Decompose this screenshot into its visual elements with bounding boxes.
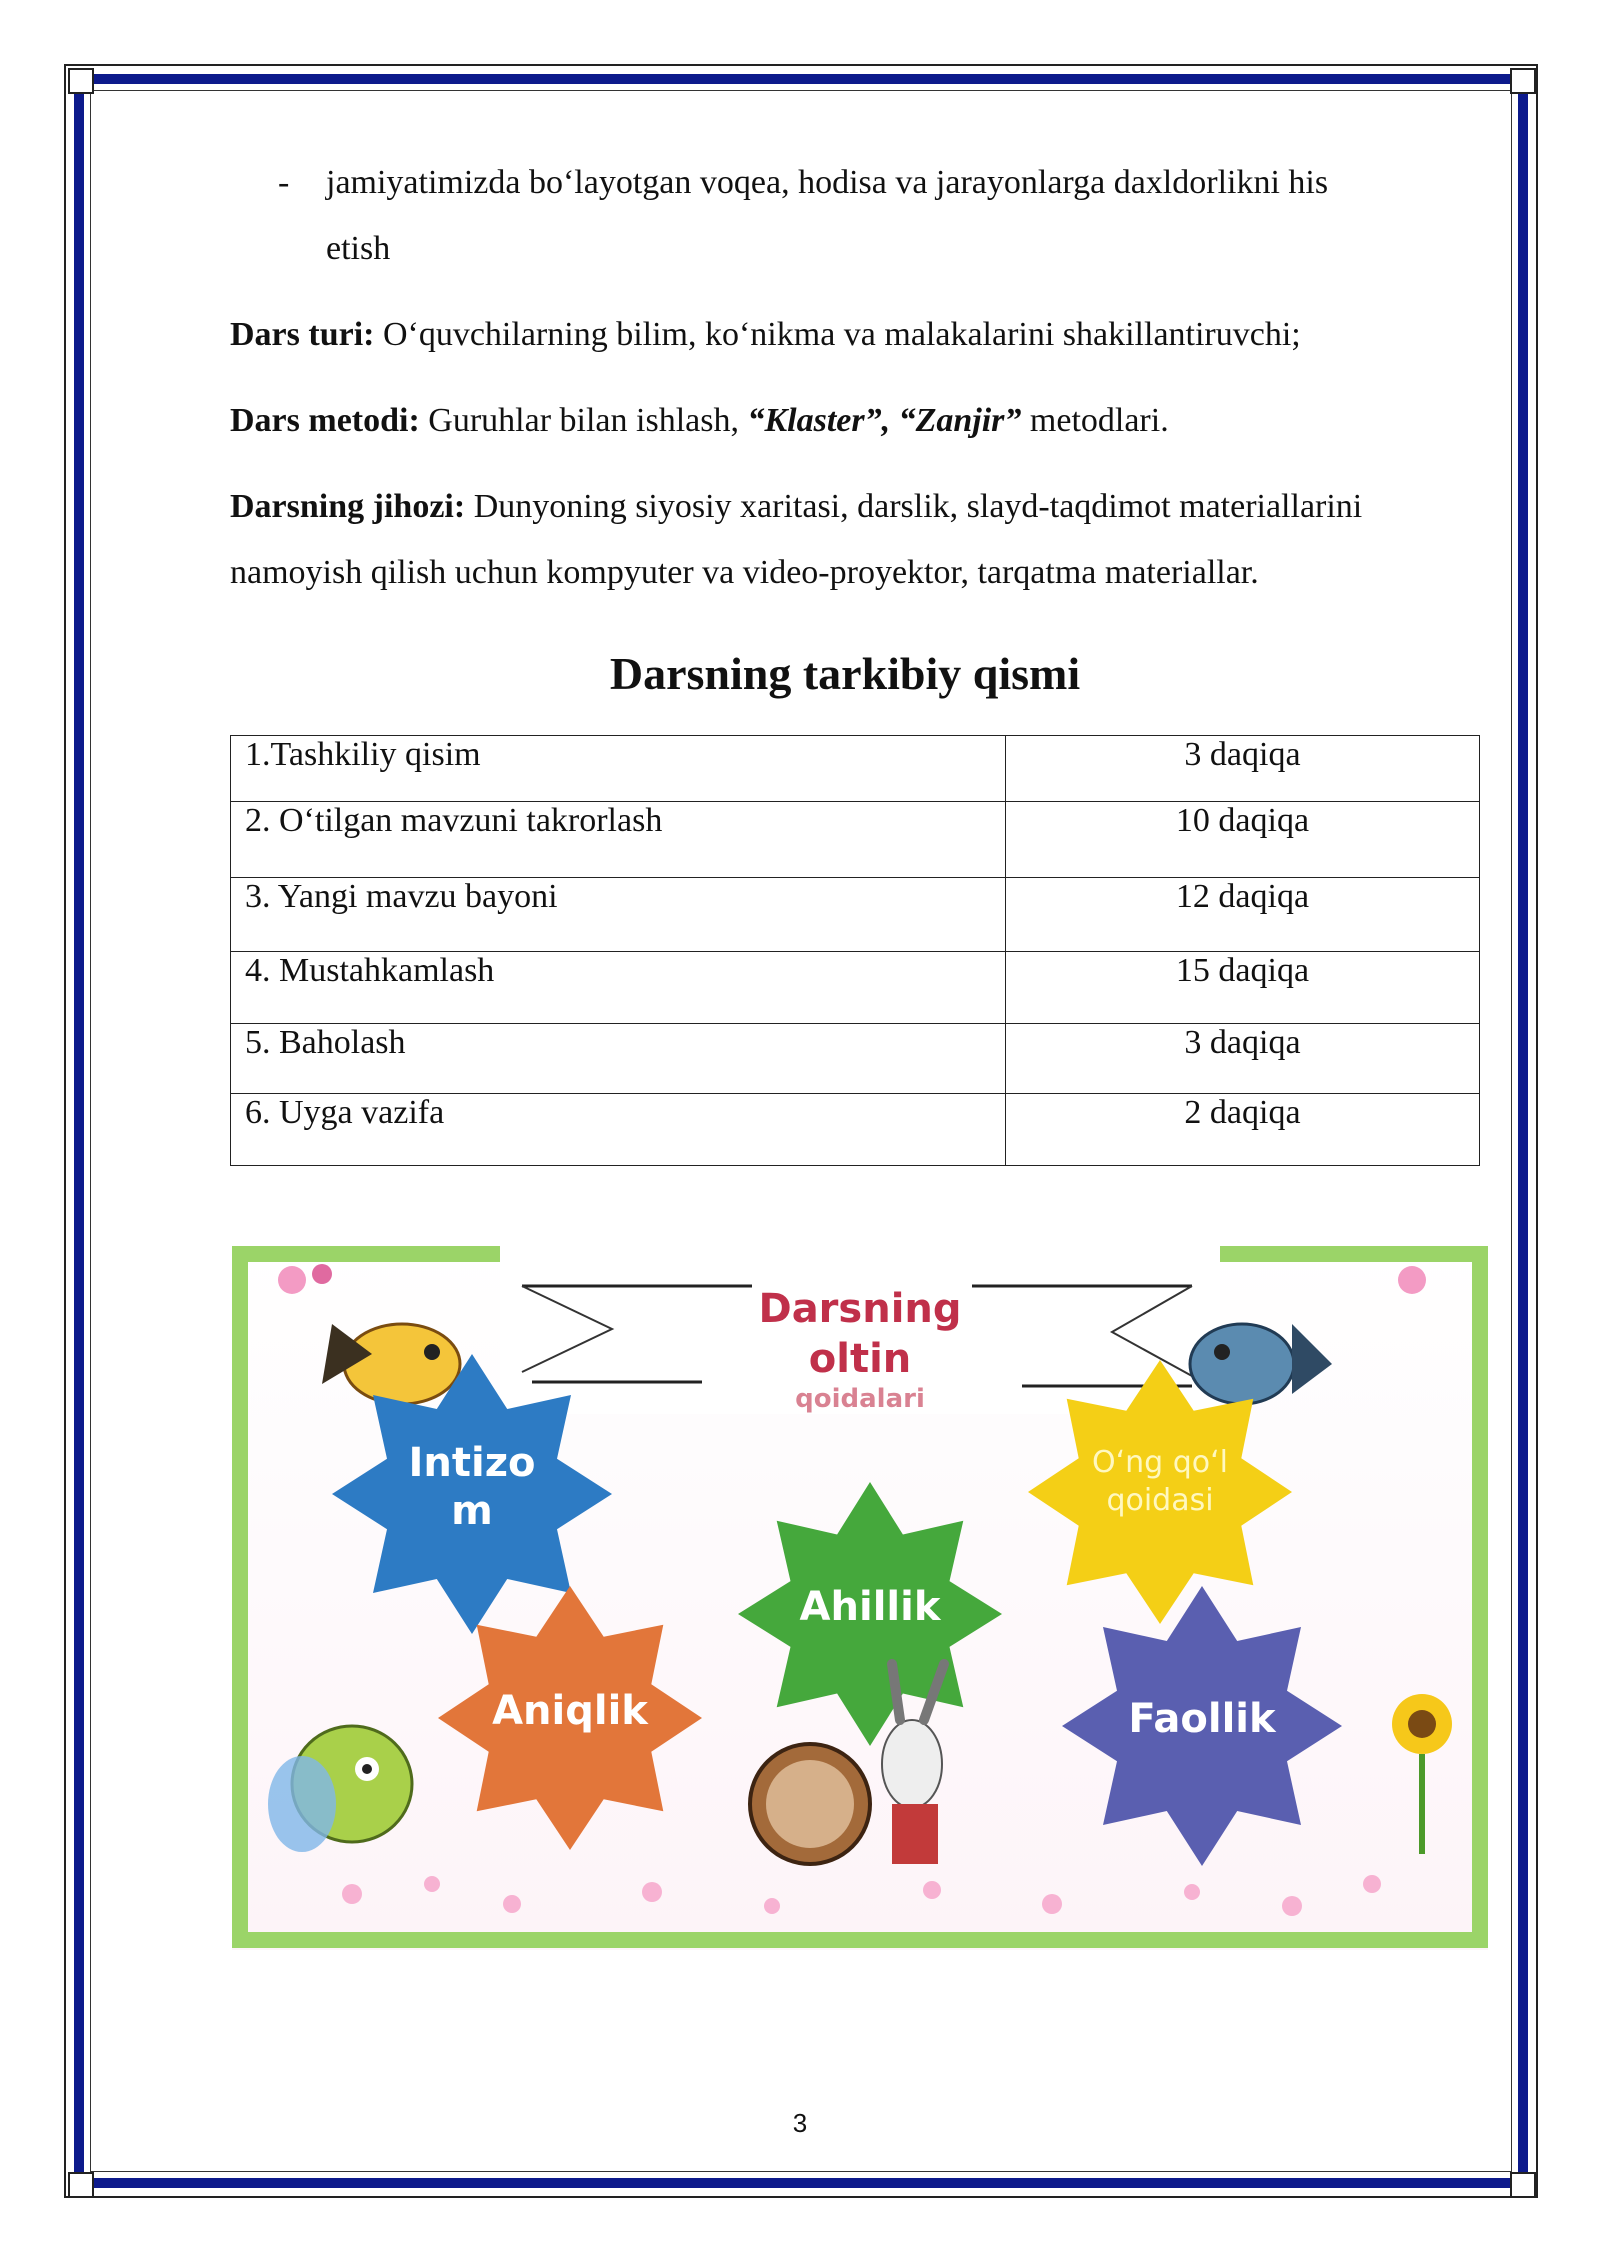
title-line1: Darsning [758, 1286, 962, 1332]
star-ahillik-label: Ahillik [799, 1584, 941, 1630]
star-ongqol-label2: qoidasi [1106, 1483, 1214, 1518]
stage-cell: 1.Tashkiliy qisim [231, 736, 1006, 802]
dars-metodi-paragraph [230, 388, 1490, 454]
duration-cell: 10 daqiqa [1006, 802, 1480, 878]
bullet-item [230, 150, 1490, 282]
duration-cell: 2 daqiqa [1006, 1094, 1480, 1166]
title-line3: qoidalari [795, 1384, 925, 1414]
jihoz-label: Darsning jihozi: [230, 488, 466, 525]
section-heading: Darsning tarkibiy qismi [609, 648, 1081, 699]
frame-corner-ornament [68, 2172, 94, 2198]
star-faollik [1062, 1586, 1342, 1866]
table-row [231, 952, 1480, 1024]
dars-metodi-text: Guruhlar bilan ishlash, [419, 402, 748, 439]
dars-metodi-label: Dars metodi: [230, 402, 420, 439]
dars-turi-label: Dars turi: [230, 316, 375, 353]
stage-cell: 4. Mustahkamlash [231, 952, 1006, 1024]
lesson-structure-table [230, 735, 1480, 1166]
duration-cell: 12 daqiqa [1006, 878, 1480, 952]
duration-cell: 3 daqiqa [1006, 1024, 1480, 1094]
page-body [230, 150, 1490, 704]
duration-cell: 3 daqiqa [1006, 736, 1480, 802]
golden-rules-illustration [232, 1244, 1488, 1950]
table-row [231, 1094, 1480, 1166]
table-row [231, 1024, 1480, 1094]
stage-cell: 6. Uyga vazifa [231, 1094, 1006, 1166]
page-number: 3 [792, 2108, 808, 2138]
stage-cell: 5. Baholash [231, 1024, 1006, 1094]
star-ongqol [1028, 1360, 1292, 1624]
dars-metodi-methods: “Klaster”, “Zanjir” [747, 402, 1022, 439]
duration-cell: 15 daqiqa [1006, 952, 1480, 1024]
stage-cell: 2. O‘tilgan mavzuni takrorlash [231, 802, 1006, 878]
star-intizom-label1: Intizo [408, 1440, 536, 1486]
table-row [231, 878, 1480, 952]
table-row [231, 802, 1480, 878]
frame-corner-ornament [1510, 2172, 1536, 2198]
frame-corner-ornament [1510, 68, 1536, 94]
star-aniqlik [438, 1586, 702, 1850]
star-faollik-label: Faollik [1128, 1696, 1276, 1742]
dars-metodi-text-after: metodlari. [1021, 402, 1169, 439]
frame-corner-ornament [68, 68, 94, 94]
bullet-text-line2: etish [326, 230, 391, 267]
star-aniqlik-label: Aniqlik [492, 1688, 648, 1734]
star-ongqol-label1: O‘ng qo‘l [1091, 1445, 1229, 1480]
bullet-dash: - [278, 164, 290, 201]
stage-cell: 3. Yangi mavzu bayoni [231, 878, 1006, 952]
title-line2: oltin [808, 1336, 912, 1382]
bullet-text-line1: jamiyatimizda bo‘layotgan voqea, hodisa va jarayonlarga daxldorlikni his [326, 164, 1329, 201]
jihoz-text: Dunyoning siyosiy xaritasi, darslik, slayd-taqdimot materiallarini namoyish qilish uchun kompyuter va video-proyektor, tarqatma materiallar. [230, 488, 1363, 591]
star-ahillik [738, 1482, 1002, 1746]
table-row [231, 736, 1480, 802]
dars-turi-paragraph [230, 302, 1490, 368]
star-intizom-label2: m [451, 1488, 493, 1534]
jihoz-paragraph [230, 474, 1490, 606]
dars-turi-text: O‘quvchilarning bilim, ko‘nikma va malakalarini shakillantiruvchi; [374, 316, 1301, 353]
